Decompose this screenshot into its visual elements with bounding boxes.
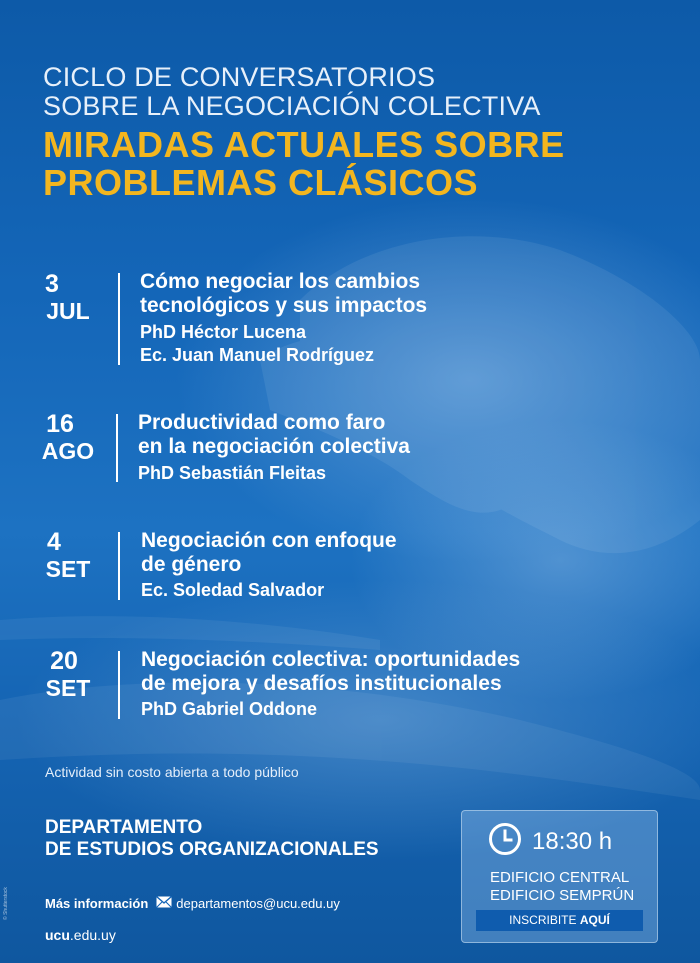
signup-button[interactable] xyxy=(476,910,643,931)
event-title: Productividad como faro xyxy=(138,411,386,434)
event-title: tecnológicos y sus impactos xyxy=(140,294,428,317)
image-credit: © Shutterstock xyxy=(3,887,9,920)
event-month: SET xyxy=(45,556,91,582)
event-separator xyxy=(118,532,120,600)
event-month: AGO xyxy=(41,438,95,464)
department-name-line-2: DE ESTUDIOS ORGANIZACIONALES xyxy=(45,839,379,860)
department-name-line-1: DEPARTAMENTO xyxy=(45,817,203,838)
event-speaker: Ec. Juan Manuel Rodríguez xyxy=(140,345,375,365)
venue-line-2: EDIFICIO SEMPRÚN xyxy=(490,887,635,904)
time-row xyxy=(488,822,612,861)
event-day: 16 xyxy=(46,410,74,438)
free-access-note: Actividad sin costo abierta a todo público xyxy=(45,764,299,780)
event-day: 20 xyxy=(50,647,78,675)
clock-icon xyxy=(488,822,522,861)
event-speaker: Ec. Soledad Salvador xyxy=(141,580,325,600)
event-separator xyxy=(118,273,120,365)
venue-line-1: EDIFICIO CENTRAL xyxy=(490,869,630,886)
event-title: en la negociación colectiva xyxy=(138,435,410,458)
mail-icon xyxy=(156,896,172,911)
event-title: Negociación con enfoque xyxy=(141,529,397,552)
event-time: 18:30 h xyxy=(532,827,613,855)
headline-line-1: MIRADAS ACTUALES SOBRE xyxy=(43,124,565,165)
event-speaker: PhD Gabriel Oddone xyxy=(141,699,318,719)
website-link[interactable] xyxy=(45,927,116,943)
headline-line-2: PROBLEMAS CLÁSICOS xyxy=(43,162,479,203)
event-month: JUL xyxy=(46,298,90,324)
event-info-box xyxy=(461,810,658,943)
signup-text: INSCRIBITE xyxy=(509,913,577,927)
series-title-line-2: SOBRE LA NEGOCIACIÓN COLECTIVA xyxy=(43,91,541,121)
event-separator xyxy=(118,651,120,719)
website-bold: ucu xyxy=(45,927,70,943)
contact-email-link[interactable]: departamentos@ucu.edu.uy xyxy=(176,896,340,911)
event-day: 4 xyxy=(47,528,61,556)
event-day: 3 xyxy=(45,270,59,298)
event-title: de género xyxy=(141,553,242,576)
website-rest: .edu.uy xyxy=(69,927,116,943)
more-info-label: Más información xyxy=(45,896,149,911)
signup-bold: AQUÍ xyxy=(579,913,610,927)
event-month: SET xyxy=(45,675,91,701)
event-title: Negociación colectiva: oportunidades xyxy=(141,648,521,671)
event-title: de mejora y desafíos institucionales xyxy=(141,672,502,695)
event-speaker: PhD Sebastián Fleitas xyxy=(138,463,327,483)
event-speaker: PhD Héctor Lucena xyxy=(140,322,307,342)
event-separator xyxy=(116,414,118,482)
series-title-line-1: CICLO DE CONVERSATORIOS xyxy=(43,62,436,92)
event-title: Cómo negociar los cambios xyxy=(140,270,421,293)
contact-row xyxy=(45,896,340,911)
